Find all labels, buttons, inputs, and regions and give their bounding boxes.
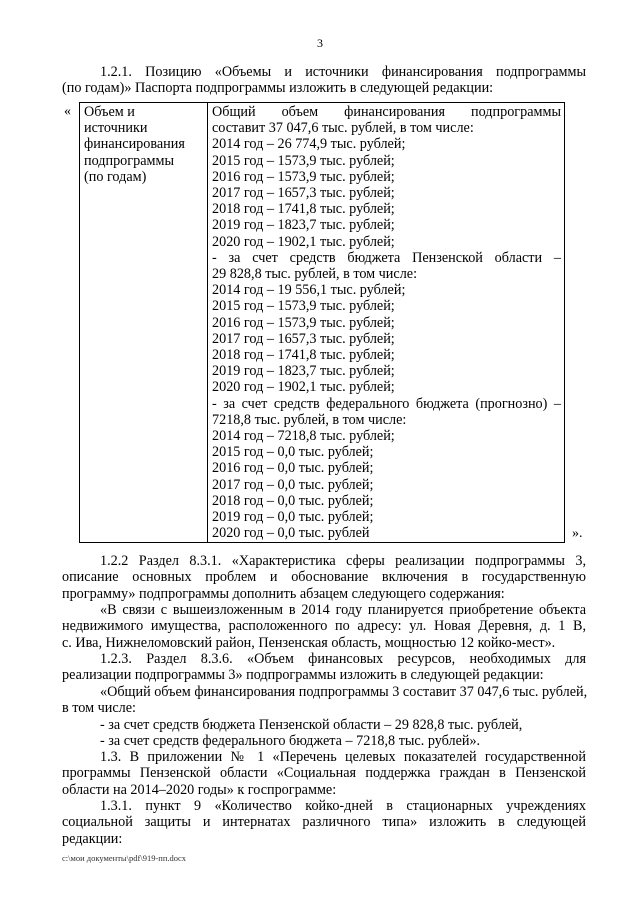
text-line: 2019 год – 0,0 тыс. рублей; [212,509,374,526]
opening-quote: « [64,104,71,119]
text-line: 2017 год – 1657,3 тыс. рублей; [212,330,395,347]
table-cell-label [80,103,208,543]
text-line: 2016 год – 1573,9 тыс. рублей; [212,168,395,185]
text-line: «В связи с вышеизложенным в 2014 году планируется приобретение объекта [100,602,586,618]
text-line [84,104,204,120]
text-line: социальной защиты и интернатах различного типа» изложить в следующей [62,814,586,831]
text-line: - за счет средств бюджета Пензенской области – 29 828,8 тыс. рублей, [100,716,523,733]
text-line: реализации подпрограммы 3» подпрограммы изложить в следующей редакции: [62,667,544,684]
text-line: 2020 год – 1902,1 тыс. рублей; [212,233,395,250]
text-line: 2020 год – 0,0 тыс. рублей [212,525,370,542]
text-line: 2014 год – 19 556,1 тыс. рублей; [212,282,406,299]
text-line: 2019 год – 1823,7 тыс. рублей; [212,363,395,380]
text-line: 2015 год – 0,0 тыс. рублей; [212,444,374,461]
text-line: «Общий объем финансирования подпрограммы 3 составит 37 047,6 тыс. рублей, [100,684,588,700]
quote-1-2-2 [62,602,586,651]
text-line: с. Ива, Нижнеломовский район, Пензенская область, мощностью 12 койко-мест». [62,634,556,651]
text-line: - за счет средств бюджета Пензенской области – [212,249,561,266]
text-line: источники [84,120,148,137]
paragraph-1-3 [62,749,586,798]
text-line: 2018 год – 1741,8 тыс. рублей; [212,347,395,364]
text-line: 7218,8 тыс. рублей, в том числе: [212,411,407,428]
text-line: (по годам) [84,168,147,185]
text-line: 2015 год – 1573,9 тыс. рублей; [212,298,395,315]
table-row [80,103,565,543]
text-line: 29 828,8 тыс. рублей, в том числе: [212,266,418,283]
text-line: 2015 год – 1573,9 тыс. рублей; [212,152,395,169]
text-line: подпрограммы [84,152,174,169]
text-line: Объем и [84,104,135,120]
text-line: 2016 год – 1573,9 тыс. рублей; [212,314,395,331]
text-line: 2017 год – 1657,3 тыс. рублей; [212,185,395,202]
text-line: 2020 год – 1902,1 тыс. рублей; [212,379,395,396]
text-line: 2019 год – 1823,7 тыс. рублей; [212,217,395,234]
closing-quote: ». [572,526,583,541]
text-line: (по годам)» Паспорта подпрограммы изложить в следующей редакции: [62,80,494,97]
text-line: описание основных проблем и обоснование включения в государственную [62,569,586,586]
paragraph-1-2-3 [62,651,586,684]
text-line: 1.2.3. Раздел 8.3.6. «Объем финансовых ресурсов, необходимых для [100,651,586,667]
table-cell-content [208,103,565,543]
text-line: финансирования [84,136,185,153]
text-line: - за счет средств федерального бюджета – 7218,8 тыс. рублей». [100,732,481,749]
text-line: 2017 год – 0,0 тыс. рублей; [212,476,374,493]
text-line: 2018 год – 0,0 тыс. рублей; [212,492,374,509]
text-line: 1.2.2 Раздел 8.3.1. «Характеристика сферы реализации подпрограммы 3, [100,553,586,569]
paragraph-1-2-2 [62,553,586,602]
text-line: 1.2.1. Позицию «Объемы и источники финансирования подпрограммы [100,64,586,80]
text-line: Общий объем финансирования подпрограммы [212,104,561,120]
text-line: 1.3.1. пункт 9 «Количество койко-дней в стационарных учреждениях [100,798,586,814]
paragraph-1-3-1 [62,798,586,847]
text-line: программу» подпрограммы дополнить абзацем следующего содержания: [62,585,505,602]
text-line: - за счет средств федерального бюджета (прогнозно) – [212,395,561,412]
text-line: программы Пензенской области «Социальная поддержка граждан в Пензенской [62,765,586,782]
page-number: 3 [317,36,323,50]
paragraph-1-2-1 [62,64,586,97]
text-line: редакции: [62,830,123,847]
quote-1-2-3 [62,684,586,749]
text-line: области на 2014–2020 годы» к госпрограмме: [62,781,337,798]
text-line: недвижимого имущества, расположенного по адресу: ул. Новая Деревня, д. 1 В, [62,618,586,635]
text-line: 2014 год – 7218,8 тыс. рублей; [212,428,395,445]
text-line: 2016 год – 0,0 тыс. рублей; [212,460,374,477]
footer-file-path: c:\мои документы\pdf\919-пп.docx [62,853,187,863]
text-line: 2018 год – 1741,8 тыс. рублей; [212,201,395,218]
financing-table [79,102,565,543]
text-line: в том числе: [62,700,136,717]
text-line: 1.3. В приложении № 1 «Перечень целевых показателей государственной [100,749,586,765]
text-line: составит 37 047,6 тыс. рублей, в том числе: [212,120,474,137]
text-line: 2014 год – 26 774,9 тыс. рублей; [212,136,406,153]
